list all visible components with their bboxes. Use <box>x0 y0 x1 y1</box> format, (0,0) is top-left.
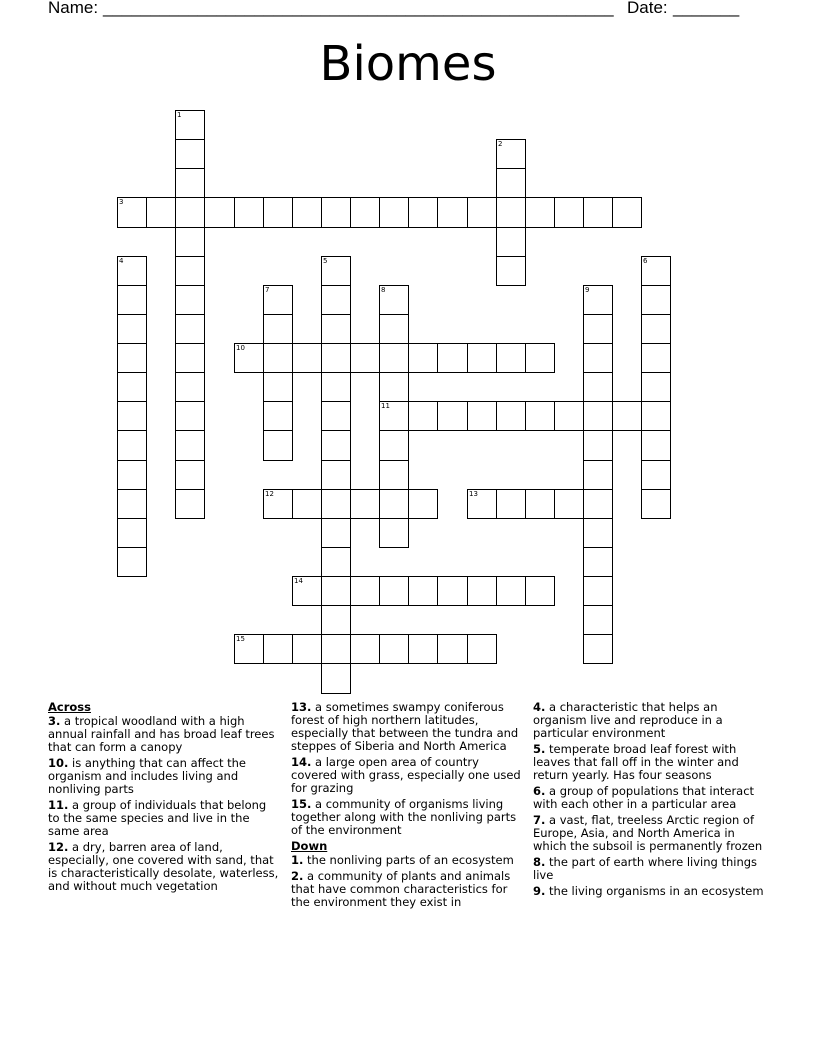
clue-number-label: 1 <box>177 111 182 119</box>
clue-text: temperate broad leaf forest with leaves that fall off in the winter and return yearly. Has four seasons <box>533 742 739 782</box>
crossword-cell[interactable] <box>379 285 409 315</box>
crossword-cell[interactable] <box>263 372 293 402</box>
crossword-cell[interactable] <box>467 576 497 606</box>
crossword-cell[interactable] <box>408 343 438 373</box>
crossword-cell[interactable] <box>175 285 205 315</box>
across-clue <box>48 757 280 796</box>
crossword-cell[interactable] <box>583 343 613 373</box>
across-clue <box>48 841 280 893</box>
crossword-cell[interactable] <box>292 576 322 606</box>
crossword-cell[interactable] <box>117 460 147 490</box>
crossword-cell[interactable] <box>408 634 438 664</box>
across-heading: Across <box>48 700 91 714</box>
crossword-cell[interactable] <box>641 401 671 431</box>
clue-number: 13. <box>291 700 312 714</box>
clue-number-label: 8 <box>381 286 386 294</box>
crossword-cell[interactable] <box>321 460 351 490</box>
crossword-cell[interactable] <box>408 401 438 431</box>
clue-number: 7. <box>533 813 546 827</box>
down-clue <box>291 854 523 867</box>
down-clue <box>533 814 765 853</box>
crossword-cell[interactable] <box>612 401 642 431</box>
clue-text: the part of earth where living things live <box>533 855 758 882</box>
crossword-cell[interactable] <box>641 372 671 402</box>
crossword-cell[interactable] <box>583 547 613 577</box>
clue-text: a dry, barren area of land, especially, one covered with sand, that is characteristically desolate, waterless, and without much vegetation <box>48 840 279 893</box>
crossword-cell[interactable] <box>379 401 409 431</box>
clue-number: 4. <box>533 700 546 714</box>
crossword-cell[interactable] <box>467 401 497 431</box>
clue-number-label: 10 <box>236 344 245 352</box>
across-clue <box>48 799 280 838</box>
crossword-cell[interactable] <box>234 197 264 228</box>
clue-number: 8. <box>533 855 546 869</box>
crossword-cell[interactable] <box>641 285 671 315</box>
crossword-cell[interactable] <box>525 489 555 519</box>
crossword-cell[interactable] <box>525 576 555 606</box>
date-label: Date: <box>627 0 668 17</box>
crossword-cell[interactable] <box>496 256 526 286</box>
crossword-cell[interactable] <box>379 314 409 344</box>
crossword-cell[interactable] <box>408 489 438 519</box>
crossword-cell[interactable] <box>321 634 351 664</box>
crossword-cell[interactable] <box>437 634 468 664</box>
crossword-cell[interactable] <box>175 343 205 373</box>
clue-number: 2. <box>291 869 304 883</box>
crossword-cell[interactable] <box>263 401 293 431</box>
crossword-cell[interactable] <box>292 197 322 228</box>
clue-number: 14. <box>291 755 312 769</box>
name-blank-line[interactable]: ______________________________________________________ <box>103 0 614 17</box>
clue-number-label: 6 <box>643 257 648 265</box>
clue-number: 3. <box>48 714 61 728</box>
date-blank-line[interactable]: _______ <box>673 0 740 17</box>
crossword-cell[interactable] <box>467 634 497 664</box>
crossword-cell[interactable] <box>175 227 205 257</box>
clue-number: 5. <box>533 742 546 756</box>
crossword-cell[interactable] <box>583 518 613 548</box>
crossword-cell[interactable] <box>117 285 147 315</box>
crossword-cell[interactable] <box>641 256 671 286</box>
crossword-cell[interactable] <box>350 634 380 664</box>
crossword-cell[interactable] <box>146 197 176 228</box>
crossword-cell[interactable] <box>117 197 147 228</box>
crossword-cell[interactable] <box>525 197 555 228</box>
clue-text: a characteristic that helps an organism live and reproduce in a particular environment <box>533 700 723 740</box>
crossword-cell[interactable] <box>554 401 584 431</box>
crossword-cell[interactable] <box>117 314 147 344</box>
clue-text: the nonliving parts of an ecosystem <box>307 853 514 867</box>
crossword-cell[interactable] <box>263 285 293 315</box>
crossword-cell[interactable] <box>496 489 526 519</box>
crossword-cell[interactable] <box>583 634 613 664</box>
crossword-cell[interactable] <box>641 460 671 490</box>
crossword-cell[interactable] <box>117 256 147 286</box>
crossword-cell[interactable] <box>321 256 351 286</box>
crossword-cell[interactable] <box>321 518 351 548</box>
crossword-cell[interactable] <box>321 430 351 461</box>
crossword-cell[interactable] <box>554 489 584 519</box>
clue-text: a group of populations that interact with each other in a particular area <box>533 784 755 811</box>
crossword-cell[interactable] <box>467 197 497 228</box>
crossword-cell[interactable] <box>350 489 380 519</box>
down-clue <box>533 743 765 782</box>
down-heading: Down <box>291 839 328 853</box>
clues-column-2 <box>291 701 523 912</box>
crossword-cell[interactable] <box>117 430 147 461</box>
crossword-cell[interactable] <box>117 518 147 548</box>
clue-text: a vast, flat, treeless Arctic region of Europe, Asia, and North America in which the subsoil is permanently frozen <box>533 813 763 853</box>
crossword-cell[interactable] <box>175 197 205 228</box>
clue-text: a large open area of country covered with grass, especially one used for grazing <box>291 755 521 795</box>
crossword-cell[interactable] <box>175 256 205 286</box>
crossword-cell[interactable] <box>321 343 351 373</box>
across-clue <box>291 756 523 795</box>
crossword-cell[interactable] <box>641 489 671 519</box>
page-title: Biomes <box>319 36 497 92</box>
crossword-cell[interactable] <box>117 547 147 577</box>
crossword-cell[interactable] <box>379 518 409 548</box>
crossword-cell[interactable] <box>583 197 613 228</box>
crossword-cell[interactable] <box>263 489 293 519</box>
clue-text: a group of individuals that belong to the same species and live in the same area <box>48 798 267 838</box>
crossword-cell[interactable] <box>379 634 409 664</box>
crossword-cell[interactable] <box>641 430 671 461</box>
clue-number-label: 3 <box>119 198 124 206</box>
crossword-cell[interactable] <box>437 576 468 606</box>
crossword-cell[interactable] <box>175 168 205 198</box>
clue-number-label: 7 <box>265 286 270 294</box>
across-clue <box>48 715 280 754</box>
clue-text: a sometimes swampy coniferous forest of high northern latitudes, especially that between the tundra and steppes of Siberia and North America <box>291 700 519 753</box>
crossword-cell[interactable] <box>204 197 235 228</box>
crossword-cell[interactable] <box>117 372 147 402</box>
crossword-cell[interactable] <box>641 343 671 373</box>
crossword-cell[interactable] <box>379 430 409 461</box>
down-clue <box>533 785 765 811</box>
crossword-cell[interactable] <box>292 343 322 373</box>
clues-column-1 <box>48 701 280 896</box>
clue-number-label: 11 <box>381 402 390 410</box>
crossword-cell[interactable] <box>175 110 205 140</box>
crossword-cell[interactable] <box>175 460 205 490</box>
crossword-cell[interactable] <box>175 401 205 431</box>
clue-number: 12. <box>48 840 69 854</box>
crossword-cell[interactable] <box>321 547 351 577</box>
crossword-cell[interactable] <box>583 372 613 402</box>
down-clue <box>533 856 765 882</box>
crossword-cell[interactable] <box>641 314 671 344</box>
crossword-cell[interactable] <box>263 634 293 664</box>
crossword-cell[interactable] <box>175 430 205 461</box>
crossword-cell[interactable] <box>379 197 409 228</box>
crossword-cell[interactable] <box>175 489 205 519</box>
clue-number: 11. <box>48 798 69 812</box>
crossword-cell[interactable] <box>321 489 351 519</box>
crossword-cell[interactable] <box>496 576 526 606</box>
crossword-cell[interactable] <box>379 489 409 519</box>
crossword-cell[interactable] <box>408 576 438 606</box>
crossword-cell[interactable] <box>263 343 293 373</box>
crossword-cell[interactable] <box>554 197 584 228</box>
clues-column-3 <box>533 701 765 901</box>
crossword-cell[interactable] <box>379 460 409 490</box>
clue-number-label: 5 <box>323 257 328 265</box>
crossword-cell[interactable] <box>583 314 613 344</box>
crossword-cell[interactable] <box>263 314 293 344</box>
crossword-cell[interactable] <box>583 430 613 461</box>
crossword-cell[interactable] <box>292 634 322 664</box>
crossword-cell[interactable] <box>583 460 613 490</box>
down-clue <box>533 885 765 898</box>
crossword-cell[interactable] <box>496 168 526 198</box>
crossword-cell[interactable] <box>117 489 147 519</box>
clue-number-label: 13 <box>469 490 478 498</box>
crossword-cell[interactable] <box>583 605 613 635</box>
crossword-cell[interactable] <box>321 663 351 694</box>
crossword-cell[interactable] <box>321 197 351 228</box>
crossword-cell[interactable] <box>437 197 468 228</box>
crossword-cell[interactable] <box>234 634 264 664</box>
crossword-cell[interactable] <box>583 285 613 315</box>
crossword-cell[interactable] <box>496 401 526 431</box>
clue-number-label: 9 <box>585 286 590 294</box>
down-clue <box>533 701 765 740</box>
crossword-cell[interactable] <box>117 401 147 431</box>
crossword-cell[interactable] <box>408 197 438 228</box>
crossword-cell[interactable] <box>496 227 526 257</box>
crossword-cell[interactable] <box>612 197 642 228</box>
crossword-cell[interactable] <box>292 489 322 519</box>
crossword-cell[interactable] <box>379 372 409 402</box>
clue-text: a tropical woodland with a high annual rainfall and has broad leaf trees that can form a canopy <box>48 714 275 754</box>
clue-number: 15. <box>291 797 312 811</box>
crossword-cell[interactable] <box>321 401 351 431</box>
crossword-cell[interactable] <box>175 314 205 344</box>
crossword-cell[interactable] <box>437 401 468 431</box>
crossword-cell[interactable] <box>525 343 555 373</box>
crossword-cell[interactable] <box>496 139 526 169</box>
clue-number-label: 14 <box>294 577 303 585</box>
crossword-cell[interactable] <box>583 576 613 606</box>
crossword-cell[interactable] <box>234 343 264 373</box>
clue-number-label: 15 <box>236 635 245 643</box>
crossword-cell[interactable] <box>350 197 380 228</box>
crossword-cell[interactable] <box>321 372 351 402</box>
crossword-cell[interactable] <box>175 372 205 402</box>
crossword-cell[interactable] <box>437 343 468 373</box>
clue-number: 1. <box>291 853 304 867</box>
crossword-cell[interactable] <box>321 314 351 344</box>
crossword-cell[interactable] <box>496 343 526 373</box>
crossword-cell[interactable] <box>379 343 409 373</box>
clue-number-label: 2 <box>498 140 503 148</box>
crossword-cell[interactable] <box>321 605 351 635</box>
crossword-cell[interactable] <box>583 401 613 431</box>
clue-text: a community of plants and animals that have common characteristics for the environment they exist in <box>291 869 511 909</box>
clue-number: 6. <box>533 784 546 798</box>
clue-text: a community of organisms living together along with the nonliving parts of the environment <box>291 797 517 837</box>
crossword-cell[interactable] <box>379 576 409 606</box>
name-label: Name: <box>48 0 99 17</box>
clue-text: the living organisms in an ecosystem <box>549 884 764 898</box>
clue-number: 10. <box>48 756 69 770</box>
crossword-cell[interactable] <box>175 139 205 169</box>
clue-number: 9. <box>533 884 546 898</box>
crossword-cell[interactable] <box>321 285 351 315</box>
down-clue <box>291 870 523 909</box>
crossword-cell[interactable] <box>583 489 613 519</box>
clue-number-label: 4 <box>119 257 124 265</box>
crossword-cell[interactable] <box>467 489 497 519</box>
crossword-cell[interactable] <box>350 576 380 606</box>
across-clue <box>291 798 523 837</box>
clue-number-label: 12 <box>265 490 274 498</box>
crossword-cell[interactable] <box>117 343 147 373</box>
crossword-cell[interactable] <box>263 430 293 461</box>
crossword-cell[interactable] <box>321 576 351 606</box>
crossword-cell[interactable] <box>496 197 526 228</box>
crossword-cell[interactable] <box>525 401 555 431</box>
across-clue <box>291 701 523 753</box>
crossword-cell[interactable] <box>350 343 380 373</box>
crossword-cell[interactable] <box>263 197 293 228</box>
clue-text: is anything that can affect the organism and includes living and nonliving parts <box>48 756 246 796</box>
crossword-cell[interactable] <box>467 343 497 373</box>
